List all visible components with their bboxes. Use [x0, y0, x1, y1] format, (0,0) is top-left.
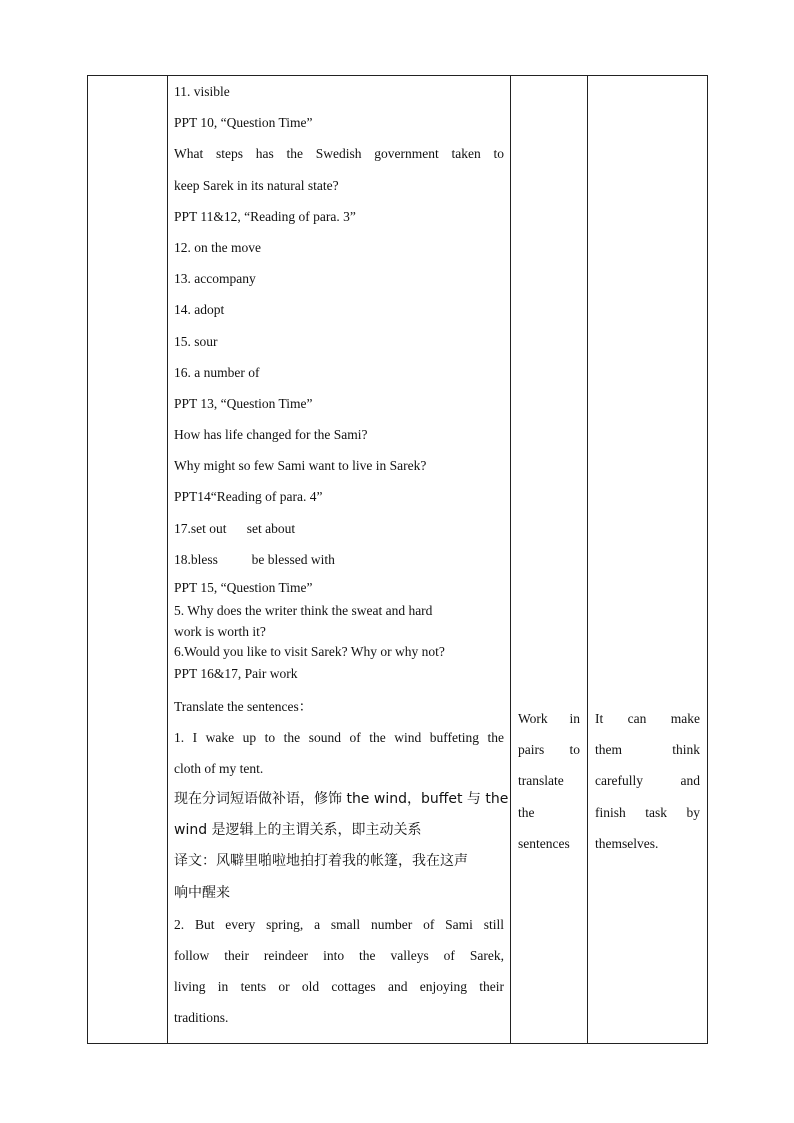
text-line: PPT14“Reading of para. 4”	[174, 489, 323, 505]
text-line: 16. a number of	[174, 364, 260, 380]
text-line: 译文：风噼里啪啦地拍打着我的帐篷，我在这声	[174, 853, 468, 870]
text-line: It can make	[595, 711, 700, 726]
text-line: 现在分词短语做补语，修饰 the wind，buffet 与 the	[174, 791, 509, 808]
text-line: the	[518, 804, 535, 820]
text-line: pairs to	[518, 742, 580, 758]
text-line: finish task by	[595, 804, 700, 820]
text-line: traditions.	[174, 1010, 229, 1026]
text-line: 6.Would you like to visit Sarek? Why or why not?	[174, 644, 445, 659]
text-line: work is worth it?	[174, 623, 266, 639]
design-purpose-cell	[588, 76, 708, 1044]
text-line: translate	[518, 773, 564, 789]
text-line: PPT 13, “Question Time”	[174, 395, 313, 411]
lesson-plan-table	[87, 75, 708, 1044]
student-activity-cell	[511, 76, 588, 1044]
text-line: them think	[595, 742, 700, 758]
text-line: 17.set out set about	[174, 520, 296, 536]
text-line: 14. adopt	[174, 302, 225, 318]
teacher-activity-cell	[168, 76, 511, 1044]
text-line: 响中醒来	[174, 884, 230, 901]
text-line: 13. accompany	[174, 271, 256, 287]
text-line: PPT 16&17, Pair work	[174, 665, 298, 681]
text-line: 18.bless be blessed with	[174, 551, 335, 567]
text-line: Work in	[518, 711, 580, 726]
text-line: PPT 11&12, “Reading of para. 3”	[174, 208, 356, 224]
text-line: sentences	[518, 835, 570, 851]
text-line: Translate the sentences：	[174, 698, 313, 714]
text-line: How has life changed for the Sami?	[174, 427, 368, 443]
text-line: 11. visible	[174, 84, 230, 99]
text-line: PPT 15, “Question Time”	[174, 580, 313, 595]
text-line: living in tents or old cottages and enjoying their	[174, 979, 504, 995]
text-line: carefully and	[595, 773, 700, 789]
text-line: keep Sarek in its natural state?	[174, 177, 339, 193]
text-line: PPT 10, “Question Time”	[174, 115, 313, 131]
table-row	[88, 76, 708, 1044]
text-line: 2. But every spring, a small number of Sami still	[174, 916, 504, 932]
empty-step-cell	[88, 76, 168, 1044]
text-line: wind 是逻辑上的主谓关系，即主动关系	[174, 822, 422, 839]
text-line: themselves.	[595, 835, 659, 851]
text-line: Why might so few Sami want to live in Sarek?	[174, 458, 427, 474]
text-line: follow their reindeer into the valleys of Sarek,	[174, 948, 504, 963]
text-line: 15. sour	[174, 333, 218, 349]
text-line: 1. I wake up to the sound of the wind buffeting the	[174, 729, 504, 745]
text-line: 5. Why does the writer think the sweat and hard	[174, 603, 433, 618]
text-line: cloth of my tent.	[174, 760, 264, 776]
text-line: What steps has the Swedish government taken to	[174, 146, 504, 162]
text-line: 12. on the move	[174, 239, 261, 255]
